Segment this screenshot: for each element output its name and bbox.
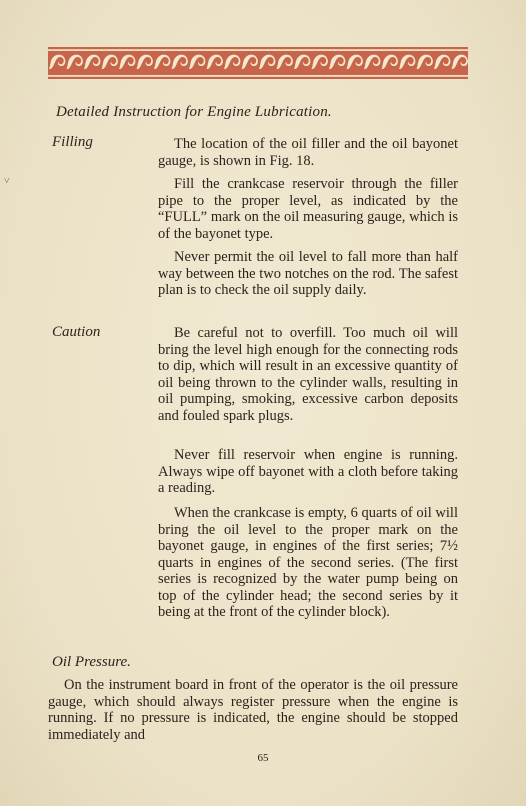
filling-paragraph-2: Fill the crankcase reservoir through the filler pipe to the proper level, as indicated by the “FULL” mark on the oil measuring gauge, which is of the bayonet type. (158, 176, 458, 242)
side-label-filling: Filling (52, 134, 93, 150)
caution-paragraph-3: When the crankcase is empty, 6 quarts of oil will bring the oil level to the proper mark on the bayonet gauge, in engines of the first series; 7½ quarts in engines of the second series. (The first series is recognized by the water pump being on top of the cylinder head; the second series by it being at the front of the cylinder block). (158, 505, 458, 620)
caution-paragraph-1: Be careful not to overfill. Too much oil will bring the level high enough for the connecting rods to dip, which will result in an excessive quantity of oil being thrown to the cylinder walls, resulting in oil pumping, smoking, excessive carbon deposits and fouled spark plugs. (158, 325, 458, 424)
caution-paragraph-2: Never fill reservoir when engine is running. Always wipe off bayonet with a cloth before taking a reading. (158, 447, 458, 496)
margin-mark: ˅ (4, 176, 10, 187)
section-heading: Detailed Instruction for Engine Lubrication. (56, 104, 332, 120)
wave-border-ornament (48, 47, 468, 79)
page-number: 65 (257, 752, 269, 764)
filling-paragraph-3: Never permit the oil level to fall more than half way between the two notches on the rod. The safest plan is to check the oil supply daily. (158, 249, 458, 298)
side-label-oil-pressure: Oil Pressure. (52, 654, 131, 670)
side-label-caution: Caution (52, 324, 101, 340)
oil-pressure-paragraph: On the instrument board in front of the operator is the oil pressure gauge, which should always register pressure when the engine is running. If no pressure is indicated, the engine should be stopped immediately and (48, 677, 458, 743)
filling-paragraph-1: The location of the oil filler and the oil bayonet gauge, is shown in Fig. 18. (158, 136, 458, 169)
